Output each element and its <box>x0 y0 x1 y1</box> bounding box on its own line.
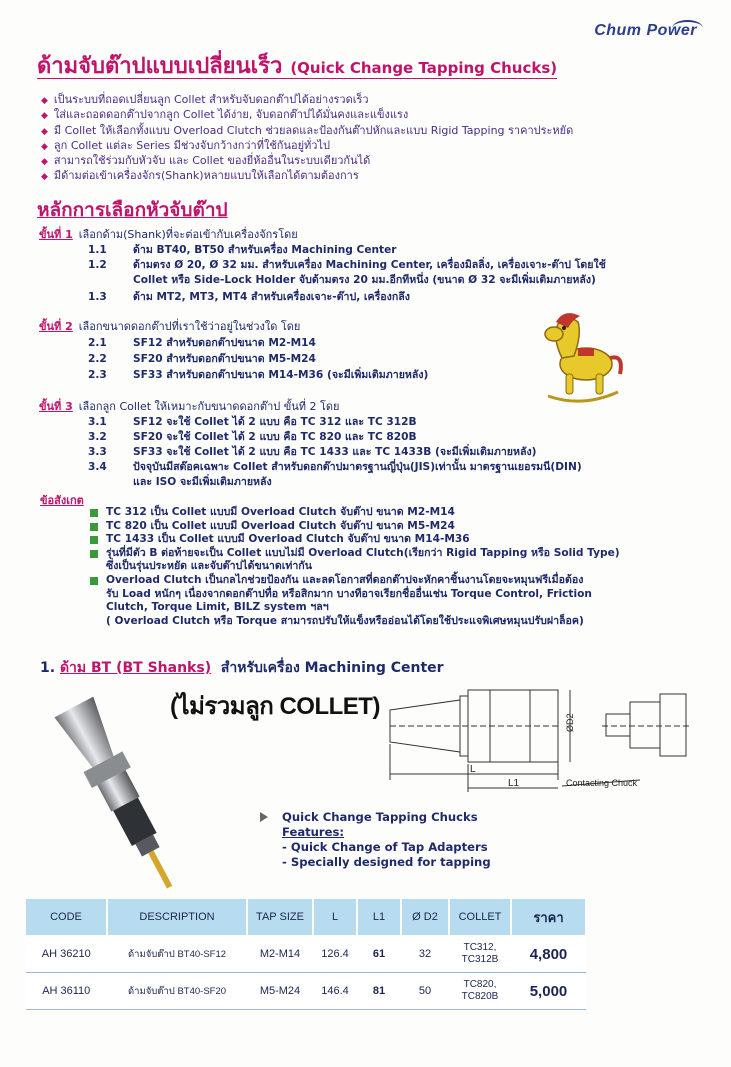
cell-tap-size: M5-M24 <box>247 973 313 1010</box>
features-heading: Features: <box>282 825 345 839</box>
note-item-continued: ( Overload Clutch หรือ Torque สามารถปรับให้แข็งหรืออ่อนได้โดยใช้ประแจพิเศษหมุนปรับฝาล็อค) <box>106 614 584 627</box>
cell-collet: TC820, TC820B <box>449 973 511 1010</box>
step-1 <box>39 228 298 242</box>
step-item: 3.2 SF20 จะใช้ Collet ได้ 2 แบบ คือ TC 820 และ TC 820B <box>88 431 417 443</box>
note-item-continued: Clutch, Torque Limit, BILZ system ฯลฯ <box>106 601 329 614</box>
cell-l: 146.4 <box>313 973 357 1010</box>
column-header: CODE <box>26 899 108 936</box>
cell-code: AH 36210 <box>26 936 108 973</box>
notes-list <box>88 506 620 628</box>
cell-description: ด้ามจับต๊าป BT40-SF12 <box>107 936 247 973</box>
cell-tap-size: M2-M14 <box>247 936 313 973</box>
intro-item: ◆ ใส่และถอดดอกต๊าปจากลูก Collet ได้ง่าย, จับดอกต๊าปได้มั่นคงและแข็งแรง <box>41 108 573 123</box>
step-label: ขั้นที่ 1 <box>39 228 73 241</box>
page-title <box>37 48 557 83</box>
intro-item: ◆ มีด้ามต่อเข้าเครื่องจักร(Shank)หลายแบบให้เลือกได้ตามต้องการ <box>41 169 573 184</box>
step-item: 3.4 ปัจจุบันมีสต๊อคเฉพาะ Collet สำหรับดอกต๊าปมาตรฐานญี่ปุ่น(JIS)เท่านั้น มาตรฐานเยอรมนี(DIN) <box>88 461 582 473</box>
feature-item: - Quick Change of Tap Adapters <box>282 840 488 854</box>
intro-item: ◆ มี Collet ให้เลือกทั้งแบบ Overload Clutch ช่วยลดและป้องกันต๊าปหักและแบบ Rigid Tapping ราคาประหยัด <box>41 124 573 139</box>
triangle-bullet-icon <box>260 812 268 822</box>
step-item: 2.1 SF12 สำหรับดอกต๊าปขนาด M2-M14 <box>88 337 316 349</box>
step-item-continued: และ ISO จะมีเพิ่มเติมภายหลัง <box>133 476 272 488</box>
cell-l1: 81 <box>357 973 401 1010</box>
cell-l: 126.4 <box>313 936 357 973</box>
step-item-continued: Collet หรือ Side-Lock Holder จับด้ามตรง 20 มม.อีกทีหนึ่ง (ขนาด Ø 32 จะมีเพิ่มเติมภายหลัง) <box>133 274 596 286</box>
column-header-price: ราคา <box>511 899 586 936</box>
selection-heading: หลักการเลือกหัวจับต๊าป <box>37 199 228 221</box>
column-header: DESCRIPTION <box>107 899 247 936</box>
features-block <box>262 810 491 870</box>
step-item: 1.3 ด้าม MT2, MT3, MT4 สำหรับเครื่องเจาะ-ต๊าป, เครื่องกลึง <box>88 291 410 303</box>
step-text: เลือกลูก Collet ให้เหมาะกับขนาดดอกต๊าป ขั้นที่ 2 โดย <box>78 400 340 413</box>
cell-code: AH 36110 <box>26 973 108 1010</box>
step-item: 3.1 SF12 จะใช้ Collet ได้ 2 แบบ คือ TC 312 และ TC 312B <box>88 416 417 428</box>
drawing-dim-l1: L1 <box>508 778 520 789</box>
column-header: L1 <box>357 899 401 936</box>
column-header: L <box>313 899 357 936</box>
brand-logo: Chum Power <box>594 22 697 39</box>
cell-collet: TC312, TC312B <box>449 936 511 973</box>
column-header: TAP SIZE <box>247 899 313 936</box>
step-label: ขั้นที่ 3 <box>39 400 73 413</box>
note-item: รุ่นที่มีตัว B ต่อท้ายจะเป็น Collet แบบไม่มี Overload Clutch(เรียกว่า Rigid Tapping หรือ Solid Type) <box>88 547 620 561</box>
no-collet-label: (ไม่รวมลูก COLLET) <box>170 693 380 720</box>
note-item: Overload Clutch เป็นกลไกช่วยป้องกัน และลดโอกาสที่ดอกต๊าปจะหักคาชิ้นงานโดยจะหมุนฟรีเมื่อต้อง <box>88 574 620 588</box>
step-item: 1.2 ด้ามตรง Ø 20, Ø 32 มม. สำหรับเครื่อง Machining Center, เครื่องมิลลิ่ง, เครื่องเจาะ-ต๊าป โดยใช้ <box>88 259 606 271</box>
step-2 <box>39 320 300 334</box>
section-description: สำหรับเครื่อง Machining Center <box>220 660 444 676</box>
intro-item: ◆ ลูก Collet แต่ละ Series มีช่วงจับกว้างกว่าที่ใช้กันอยู่ทั่วไป <box>41 139 573 154</box>
table-row <box>26 973 587 1010</box>
table-row <box>26 936 587 973</box>
rocking-horse-illustration <box>538 308 626 404</box>
section-label: ด้าม BT (BT Shanks) <box>59 660 212 676</box>
step-text: เลือกขนาดดอกต๊าปที่เราใช้ว่าอยู่ในช่วงใด โดย <box>78 320 301 333</box>
intro-item: ◆ เป็นระบบที่ถอดเปลี่ยนลูก Collet สำหรับจับดอกต๊าปได้อย่างรวดเร็ว <box>41 93 573 108</box>
drawing-dim-l: L <box>470 764 476 775</box>
note-item-continued: รับ Load หนักๆ เนื่องจากดอกต๊าปทื่อ หรือสิกมาก บางทีอาจเรียกชื่ออื่นเช่น Torque Control, Friction <box>106 587 592 600</box>
column-header: COLLET <box>449 899 511 936</box>
step-label: ขั้นที่ 2 <box>39 320 73 333</box>
technical-drawing <box>380 680 710 795</box>
notes-heading: ข้อสังเกต <box>40 494 84 507</box>
intro-list <box>41 93 573 185</box>
cell-d2: 50 <box>401 973 449 1010</box>
step-item: 2.3 SF33 สำหรับดอกต๊าปขนาด M14-M36 (จะมีเพิ่มเติมภายหลัง) <box>88 369 429 381</box>
page-title-thai: ด้ามจับต๊าปแบบเปลี่ยนเร็ว <box>37 54 283 79</box>
step-item: 2.2 SF20 สำหรับดอกต๊าปขนาด M5-M24 <box>88 353 316 365</box>
page-title-english: (Quick Change Tapping Chucks) <box>290 59 558 77</box>
cell-price: 4,800 <box>511 936 586 973</box>
drawing-dim-d2: ØD2 <box>565 713 575 732</box>
feature-item: - Specially designed for tapping <box>282 855 491 869</box>
step-item: 3.3 SF33 จะใช้ Collet ได้ 2 แบบ คือ TC 1433 และ TC 1433B (จะมีเพิ่มเติมภายหลัง) <box>88 446 537 458</box>
step-text: เลือกด้าม(Shank)ที่จะต่อเข้ากับเครื่องจักรโดย <box>78 228 298 241</box>
note-item-continued: ซึ่งเป็นรุ่นประหยัด และจับต๊าปได้ขนาดเท่ากัน <box>106 560 312 573</box>
section-heading: 1. ด้าม BT (BT Shanks) สำหรับเครื่อง Machining Center <box>40 660 444 676</box>
note-item: TC 820 เป็น Collet แบบมี Overload Clutch จับต๊าป ขนาด M5-M24 <box>88 520 620 534</box>
column-header: Ø D2 <box>401 899 449 936</box>
drawing-contact-label: Contacting Chuck <box>566 778 638 788</box>
step-3 <box>39 400 340 414</box>
cell-d2: 32 <box>401 936 449 973</box>
step-item: 1.1 ด้าม BT40, BT50 สำหรับเครื่อง Machining Center <box>88 244 397 256</box>
note-item: TC 312 เป็น Collet แบบมี Overload Clutch จับต๊าป ขนาด M2-M14 <box>88 506 620 520</box>
note-item: TC 1433 เป็น Collet แบบมี Overload Clutch จับต๊าป ขนาด M14-M36 <box>88 533 620 547</box>
table-header-row <box>26 899 587 936</box>
spec-table <box>25 898 587 1010</box>
cell-price: 5,000 <box>511 973 586 1010</box>
cell-l1: 61 <box>357 936 401 973</box>
intro-item: ◆ สามารถใช้ร่วมกับหัวจับ และ Collet ของยี่ห้ออื่นในระบบเดียวกันได้ <box>41 154 573 169</box>
cell-description: ด้ามจับต๊าป BT40-SF20 <box>107 973 247 1010</box>
features-title: Quick Change Tapping Chucks <box>282 810 478 824</box>
